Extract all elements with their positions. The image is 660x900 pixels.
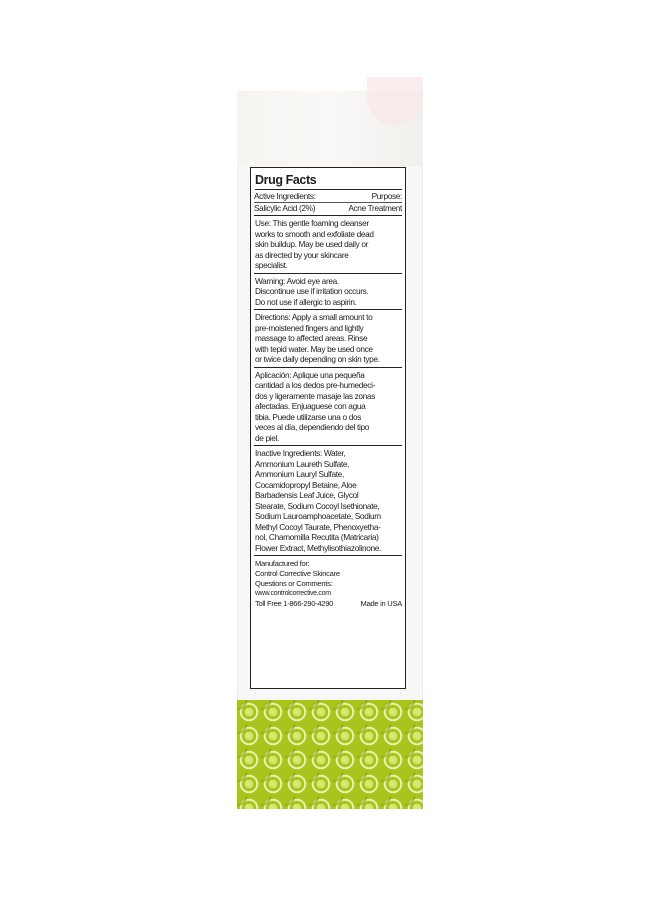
aplicacion-text: Aplique una pequeña cantidad a los dedos pre-humedeci- dos y ligeramente masaje las zonas afectadas. Enjuaguese con agua tibia. Puede utilizarse una o dos veces al día, dependiendo del tipo de piel. bbox=[255, 369, 376, 443]
aplicacion-section bbox=[254, 367, 402, 446]
origin-text: Made in USA bbox=[360, 599, 402, 609]
purpose-label: Purpose: bbox=[371, 191, 402, 201]
active-ingredients-header bbox=[254, 191, 402, 203]
directions-section bbox=[254, 309, 402, 367]
inactive-ingredients-heading: Inactive Ingredients: bbox=[255, 448, 322, 459]
drug-facts-title: Drug Facts bbox=[255, 173, 402, 190]
active-ingredients-label: Active Ingredients: bbox=[254, 191, 316, 201]
use-text: This gentle foaming cleanser works to smooth and exfoliate dead skin buildup. May be used daily or as directed by your skincare specialist. bbox=[255, 218, 374, 271]
aplicacion-heading: Aplicación: bbox=[255, 369, 292, 380]
manufactured-for-heading: Manufactured for: bbox=[255, 559, 310, 569]
drug-facts-panel bbox=[250, 167, 406, 689]
active-ingredient-value: Salicylic Acid (2%) bbox=[254, 202, 316, 213]
manufacturer-name: Control Corrective Skincare bbox=[255, 569, 340, 579]
manufacturer-section bbox=[254, 555, 402, 609]
directions-text: Apply a small amount to pre-moistened fingers and lightly massage to affected areas. Rinse with tepid water. May be used once or twice daily depending on skin type. bbox=[255, 312, 380, 365]
use-heading: Use: bbox=[255, 218, 271, 229]
pattern-overlay bbox=[237, 700, 423, 809]
use-section bbox=[254, 215, 402, 273]
directions-heading: Directions: bbox=[255, 312, 291, 323]
warning-heading: Warning: bbox=[255, 275, 286, 286]
warning-text: Avoid eye area. Discontinue use if irritation occurs. Do not use if allergic to aspirin. bbox=[255, 275, 369, 307]
inactive-ingredients-section bbox=[254, 445, 402, 555]
warning-section bbox=[254, 273, 402, 310]
phone-text: Toll Free 1-866-290-4290 bbox=[255, 599, 334, 609]
green-pattern-band bbox=[237, 700, 423, 809]
active-ingredient-row bbox=[254, 203, 402, 214]
inactive-ingredients-text: Water, Ammonium Laureth Sulfate, Ammonium Lauryl Sulfate, Cocamidopropyl Betaine, Aloe Barbadensis Leaf Juice, Glycol Stearate, Sodium Cocoyl Isethionate, Sodium Lauroamphoacetate, Sodium Methyl Cocoyl Taurate, Phenoxyetha- nol, Chamomilla Recutita (Matricaria) Flower Extract, Methylisothiazolinone. bbox=[255, 448, 381, 553]
purpose-value: Acne Treatment bbox=[348, 202, 402, 213]
website-text: www.controlcorrective.com bbox=[255, 590, 331, 598]
contact-footer bbox=[255, 599, 402, 609]
questions-heading: Questions or Comments: bbox=[255, 579, 333, 589]
